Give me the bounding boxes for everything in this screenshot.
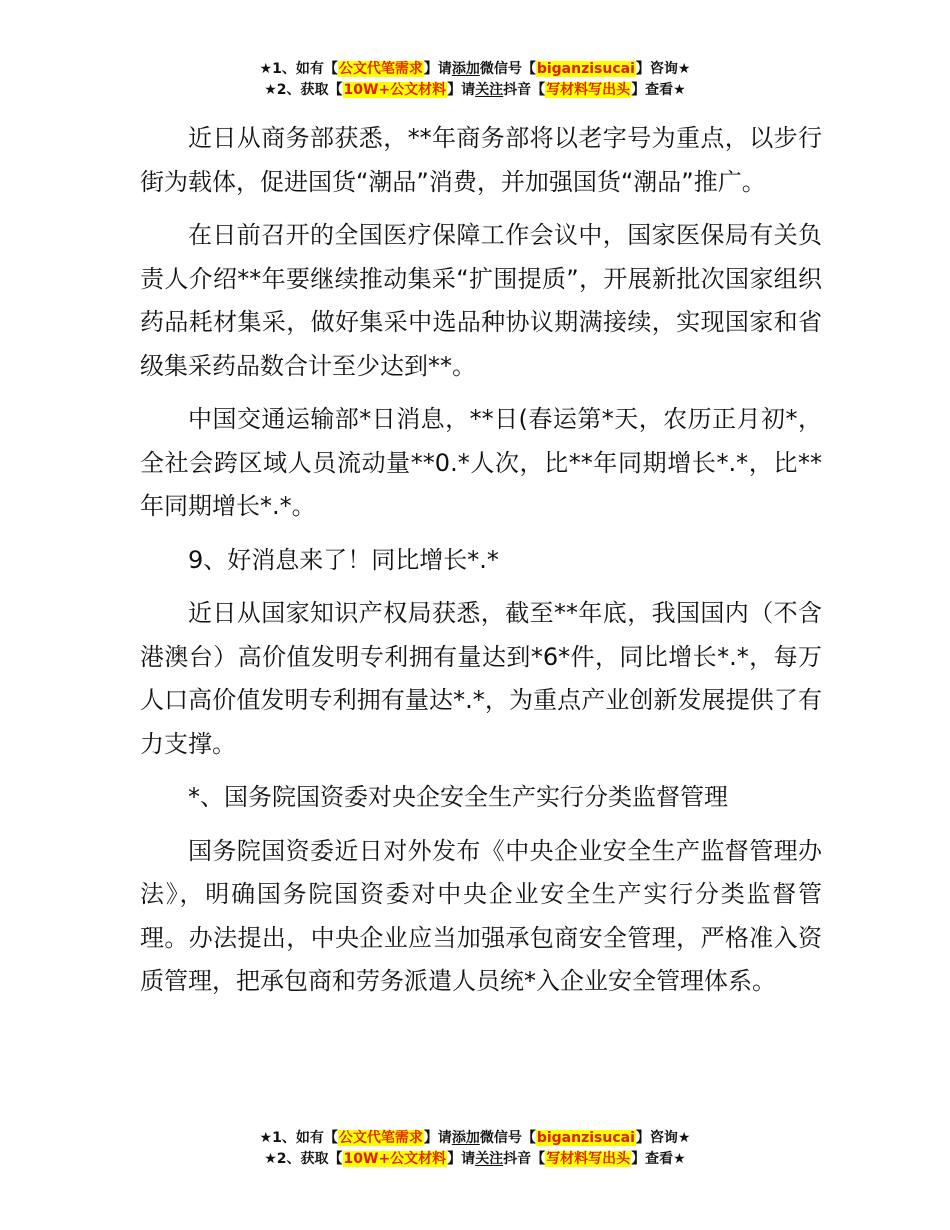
banner-line-2: ★2、获取【10W+公文材料】请关注抖音【写材料写出头】查看★ bbox=[264, 82, 686, 98]
wechat-id-highlight: biganzisucai bbox=[536, 1130, 635, 1146]
paragraph-patents: 近日从国家知识产权局获悉，截至**年底，我国国内（不含港澳台）高价值发明专利拥有量达到*6*件，同比增长*.*，每万人口高价值发明专利拥有量达*.*，为重点产业创新发展提供了有力支撑。 bbox=[140, 599, 822, 758]
banner-line-1: ★1、如有【公文代笔需求】请添加微信号【biganzisucai】咨询★ bbox=[259, 1130, 691, 1146]
paragraph-transport: 中国交通运输部*日消息，**日(春运第*天，农历正月初*，全社会跨区域人员流动量**0.*人次，比**年同期增长*.*，比**年同期增长*.*。 bbox=[140, 405, 822, 520]
service-highlight: 公文代笔需求 bbox=[338, 1130, 423, 1146]
wechat-id-highlight: biganzisucai bbox=[536, 61, 635, 77]
douyin-id-highlight: 写材料写出头 bbox=[546, 1151, 631, 1167]
document-body bbox=[140, 117, 822, 1004]
section-heading-9: 9、好消息来了！同比增长*.* bbox=[188, 545, 499, 574]
service-highlight: 公文代笔需求 bbox=[338, 61, 423, 77]
materials-highlight: 10W+公文材料 bbox=[343, 1151, 447, 1167]
footer-banner bbox=[0, 1128, 950, 1170]
materials-highlight: 10W+公文材料 bbox=[343, 82, 447, 98]
section-heading-sasac: *、国务院国资委对央企安全生产实行分类监督管理 bbox=[188, 783, 728, 811]
header-banner bbox=[0, 59, 950, 101]
banner-line-2: ★2、获取【10W+公文材料】请关注抖音【写材料写出头】查看★ bbox=[264, 1151, 686, 1167]
paragraph-medical-insurance: 在日前召开的全国医疗保障工作会议中，国家医保局有关负责人介绍**年要继续推动集采“扩围提质”，开展新批次国家组织药品耗材集采，做好集采中选品种协议期满接续，实现国家和省级集采药品数合计至少达到**。 bbox=[140, 221, 822, 380]
paragraph-sasac: 国务院国资委近日对外发布《中央企业安全生产监督管理办法》，明确国务院国资委对中央企业安全生产实行分类监督管理。办法提出，中央企业应当加强承包商安全管理，严格准入资质管理，把承包商和劳务派遣人员统*入企业安全管理体系。 bbox=[140, 836, 822, 995]
douyin-id-highlight: 写材料写出头 bbox=[546, 82, 631, 98]
paragraph-commerce: 近日从商务部获悉，**年商务部将以老字号为重点，以步行街为载体，促进国货“潮品”消费，并加强国货“潮品”推广。 bbox=[140, 124, 822, 196]
banner-line-1: ★1、如有【公文代笔需求】请添加微信号【biganzisucai】咨询★ bbox=[259, 61, 691, 77]
